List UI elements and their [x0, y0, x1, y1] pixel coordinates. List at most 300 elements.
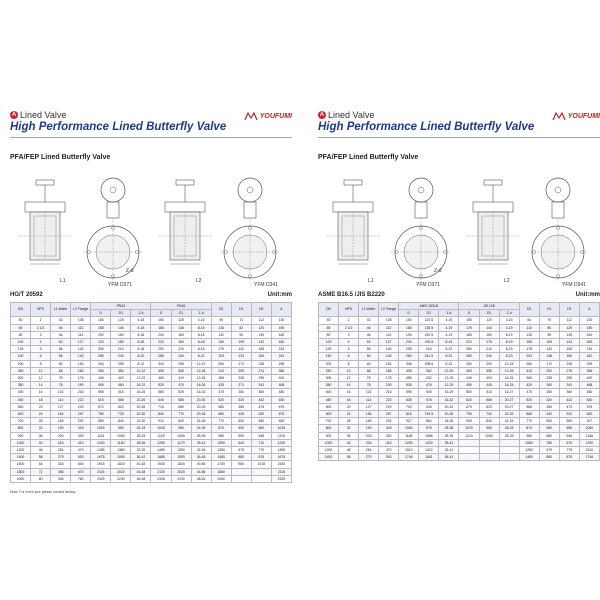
table-cell: 565	[91, 389, 111, 396]
table-cell: 102	[359, 389, 379, 396]
table-cell: 360	[251, 389, 271, 396]
table-cell	[479, 454, 499, 461]
table-cell: 1168	[579, 432, 599, 439]
table-cell: 445	[91, 375, 111, 382]
table-cell: 460	[111, 382, 131, 389]
table-cell: 540	[419, 389, 439, 396]
table-cell: 500	[11, 403, 31, 410]
table-cell: 980	[231, 461, 251, 468]
table-cell: 203	[359, 432, 379, 439]
table-cell: 80	[11, 331, 31, 338]
table-cell: 150	[479, 331, 499, 338]
table-cell: 8-22	[131, 353, 151, 360]
table-cell: 530	[579, 396, 599, 403]
table-cell: 341	[559, 382, 579, 389]
technical-drawing	[10, 170, 292, 288]
table-cell: 318	[71, 425, 91, 432]
table-cell: 28-33	[499, 425, 519, 432]
table-cell: 228	[559, 360, 579, 367]
table-cell: 56	[359, 346, 379, 353]
table-cell: 18	[339, 396, 359, 403]
table-row	[11, 475, 292, 482]
table-cell: 560	[251, 425, 271, 432]
table-cell: 160	[271, 331, 291, 338]
table-cell: 200	[91, 331, 111, 338]
table-cell: 800	[319, 425, 339, 432]
table-cell: 16	[31, 389, 51, 396]
table-cell: 365	[211, 375, 231, 382]
table-cell: 900	[319, 432, 339, 439]
table-cell: 1380	[111, 447, 131, 454]
table-cell: 36	[339, 432, 359, 439]
table-cell: 8-18	[191, 331, 211, 338]
col-zd: Z-d	[499, 310, 519, 317]
table-cell: 8-18	[131, 338, 151, 345]
table-cell: 950	[479, 425, 499, 432]
table-cell: 460	[151, 375, 171, 382]
table-cell: 475	[519, 389, 539, 396]
table-cell: 1160	[111, 439, 131, 446]
table-cell: 241.5	[419, 353, 439, 360]
table-body	[319, 317, 600, 461]
table-cell: 292	[71, 418, 91, 425]
table-cell: 1930	[271, 461, 291, 468]
table-cell: 1290	[579, 439, 599, 446]
table-cell: 20-35	[439, 411, 459, 418]
table-cell: 680	[231, 454, 251, 461]
table-cell: 280	[399, 353, 419, 360]
col-l1: L1 Wafer	[359, 303, 379, 317]
table-cell	[499, 447, 519, 454]
table-cell: 475	[251, 403, 271, 410]
table-cell: 355	[479, 367, 499, 374]
table-cell: 238	[231, 375, 251, 382]
table-cell: 36-48	[191, 454, 211, 461]
table-cell: 395	[91, 367, 111, 374]
table-cell: 32-48	[191, 447, 211, 454]
table-cell: 16	[339, 389, 359, 396]
table-cell: 120	[251, 324, 271, 331]
col-d1: D1	[419, 310, 439, 317]
table-cell: 48-62	[191, 475, 211, 482]
table-cell: 165	[91, 317, 111, 324]
table-cell: 8	[339, 360, 359, 367]
table-cell: 1290	[399, 439, 419, 446]
table-cell: 190	[71, 382, 91, 389]
table-row	[11, 317, 292, 324]
table-cell: 1086	[419, 432, 439, 439]
col-dn: DN	[319, 303, 339, 317]
table-row	[11, 439, 292, 446]
table-cell: 180	[271, 338, 291, 345]
table-cell: 165	[359, 418, 379, 425]
table-cell: 216	[419, 346, 439, 353]
table-cell: 16-22	[131, 382, 151, 389]
table-cell: 1120	[459, 432, 479, 439]
table-cell: 200	[539, 367, 559, 374]
table-cell: 980	[211, 432, 231, 439]
table-cell: 875	[559, 454, 579, 461]
table-cell: 127	[359, 403, 379, 410]
table-row	[319, 439, 600, 446]
table-cell: 40	[339, 439, 359, 446]
table-cell	[459, 447, 479, 454]
table-cell: 5	[339, 346, 359, 353]
table-cell: 64	[31, 461, 51, 468]
table-cell: 28	[339, 418, 359, 425]
table-cell: 260	[211, 360, 231, 367]
table-cell: 2130	[151, 468, 171, 475]
col-zd: Z-d	[131, 310, 151, 317]
table-cell: 400	[271, 375, 291, 382]
table-cell: 10	[339, 367, 359, 374]
table-cell: 112	[251, 317, 271, 324]
table-cell: 20-26	[131, 396, 151, 403]
table-cell: 640	[231, 439, 251, 446]
table-cell: 210	[459, 338, 479, 345]
table-cell: 16-27	[499, 389, 519, 396]
table-cell: 12-29	[439, 382, 459, 389]
table-cell: 350	[111, 367, 131, 374]
table-cell: 310	[519, 367, 539, 374]
table-cell: 222	[71, 396, 91, 403]
table-cell: 670	[559, 439, 579, 446]
table-cell: 442	[251, 396, 271, 403]
divider	[318, 137, 600, 138]
table-cell: 910	[151, 418, 171, 425]
table-cell: 490	[459, 382, 479, 389]
table-cell: 32	[31, 425, 51, 432]
table-heading	[318, 292, 600, 298]
table-cell: 1651	[419, 454, 439, 461]
table-cell: 210	[111, 346, 131, 353]
table-cell: 108	[71, 317, 91, 324]
table-cell: 905	[459, 418, 479, 425]
table-cell	[479, 447, 499, 454]
table-cell: 780	[539, 439, 559, 446]
table-cell: 476	[419, 382, 439, 389]
table-cell: 209	[231, 367, 251, 374]
table-cell: 1200	[11, 447, 31, 454]
table-cell: 4	[31, 338, 51, 345]
table-cell: 432	[419, 375, 439, 382]
table-cell: 12-25	[439, 375, 459, 382]
table-cell: 126	[519, 331, 539, 338]
table-cell: 40	[31, 439, 51, 446]
table-cell: 1050	[111, 432, 131, 439]
table-cell: 139.5	[419, 324, 439, 331]
table-cell: 12	[31, 375, 51, 382]
table-cell: 242	[271, 353, 291, 360]
table-cell: 8-22	[439, 353, 459, 360]
col-nps: NPS	[31, 303, 51, 317]
table-cell: 620	[479, 403, 499, 410]
table-cell: 65	[319, 324, 339, 331]
table-cell: 355	[171, 367, 191, 374]
table-cell: 216	[51, 439, 71, 446]
table-cell: 468	[271, 382, 291, 389]
table-cell: 28-33	[499, 432, 519, 439]
table-cell: 1800	[11, 468, 31, 475]
table-cell: 28-41	[439, 439, 459, 446]
table-cell: 125	[111, 317, 131, 324]
table-cell: 56	[359, 353, 379, 360]
table-cell: 28-39	[191, 432, 211, 439]
table-cell: 40-56	[191, 461, 211, 468]
table-cell: 36-42	[131, 454, 151, 461]
table-cell: 20-27	[499, 403, 519, 410]
standard-label: HG/T 20592	[10, 292, 43, 298]
table-cell: 142	[251, 338, 271, 345]
table-row	[319, 382, 600, 389]
table-cell: 267	[379, 411, 399, 418]
table-cell: 32-39	[131, 447, 151, 454]
table-cell: 108	[379, 317, 399, 324]
table-cell: 20-33	[191, 403, 211, 410]
table-cell: 590	[559, 418, 579, 425]
table-cell	[251, 468, 271, 475]
table-cell: 530	[231, 425, 251, 432]
table-row	[319, 367, 600, 374]
table-cell: 12	[339, 375, 359, 382]
table-cell: 160	[579, 331, 599, 338]
col-a: A	[271, 303, 291, 317]
table-cell: 840	[479, 418, 499, 425]
table-cell: 320	[539, 396, 559, 403]
table-cell: 235	[539, 375, 559, 382]
table-cell: 580	[151, 389, 171, 396]
table-cell: 1280	[519, 447, 539, 454]
table-cell: 73	[231, 317, 251, 324]
table-cell: 222	[379, 396, 399, 403]
table-cell: 6	[31, 353, 51, 360]
table-cell: 32-41	[439, 447, 459, 454]
table-cell: 405	[399, 367, 419, 374]
table-cell: 28-33	[131, 432, 151, 439]
table-row	[11, 338, 292, 345]
table-cell: 330	[379, 432, 399, 439]
table-cell: 590	[231, 432, 251, 439]
col-h1: H1	[539, 303, 559, 317]
table-cell: 1455	[91, 447, 111, 454]
table-cell: 138	[539, 353, 559, 360]
table-row	[11, 461, 292, 468]
table-cell: 240	[171, 353, 191, 360]
table-cell: 210	[171, 346, 191, 353]
table-cell: 1820	[111, 461, 131, 468]
table-cell: 400	[479, 375, 499, 382]
table-cell: 112	[379, 324, 399, 331]
table-cell: 127	[71, 338, 91, 345]
table-cell: 56	[51, 353, 71, 360]
col-group-b: JIS 10K	[459, 303, 519, 310]
table-cell: 840	[151, 411, 171, 418]
table-cell: 8-22	[439, 346, 459, 353]
table-cell: 725	[111, 411, 131, 418]
table-cell: 775	[251, 447, 271, 454]
table-cell: 180	[579, 338, 599, 345]
col-d1: D1	[111, 310, 131, 317]
company-logo	[552, 112, 600, 121]
table-cell: 290	[479, 360, 499, 367]
table-cell: 6	[339, 353, 359, 360]
table-cell: 5	[31, 346, 51, 353]
table-cell: 20-32	[439, 403, 459, 410]
table-cell: 560	[251, 418, 271, 425]
table-cell: 240	[111, 353, 131, 360]
table-cell: 1390	[171, 447, 191, 454]
table-cell: 1480	[211, 454, 231, 461]
page-title: High Performance Lined Butterfly Valve	[10, 121, 227, 133]
table-cell: 350	[11, 382, 31, 389]
table-cell: 1230	[91, 439, 111, 446]
table-cell: 1125	[151, 432, 171, 439]
table-cell: 505	[91, 382, 111, 389]
brand-label: Lined Valve	[328, 110, 375, 120]
table-cell: 154	[51, 411, 71, 418]
table-cell: 250	[11, 367, 31, 374]
table-cell: 200	[11, 360, 31, 367]
table-cell: 1600	[11, 461, 31, 468]
table-cell: 1746	[399, 454, 419, 461]
table-cell: 1050	[171, 432, 191, 439]
table-cell: 48-48	[131, 475, 151, 482]
lined-valve-badge-icon: A	[319, 112, 325, 118]
table-cell: 44-48	[131, 468, 151, 475]
table-cell: 8-18	[191, 324, 211, 331]
table-cell: 450	[11, 396, 31, 403]
table-row	[319, 331, 600, 338]
table-cell: 260	[539, 382, 559, 389]
table-cell: 425	[231, 411, 251, 418]
table-cell: 880	[539, 454, 559, 461]
table-cell: 165	[559, 346, 579, 353]
table-cell: 8-19	[439, 338, 459, 345]
caption-d371: YFM D371	[416, 282, 440, 288]
table-cell: 770	[519, 418, 539, 425]
table-cell: 150	[271, 324, 291, 331]
table-cell: 870	[519, 425, 539, 432]
technical-drawing	[318, 170, 600, 288]
table-cell: 185	[151, 324, 171, 331]
table-cell: 175	[479, 338, 499, 345]
table-cell: 525	[171, 389, 191, 396]
table-cell: 152	[379, 360, 399, 367]
table-cell: 1590	[171, 454, 191, 461]
table-cell: 1685	[151, 454, 171, 461]
table-cell: 670	[91, 403, 111, 410]
col-zd: Z-d	[439, 310, 459, 317]
table-cell: 32	[339, 425, 359, 432]
table-row	[11, 353, 292, 360]
table-cell: 875	[251, 454, 271, 461]
table-cell: 142	[559, 338, 579, 345]
table-cell: 310	[211, 367, 231, 374]
table-cell: 510	[479, 389, 499, 396]
table-cell: 1200	[319, 447, 339, 454]
table-cell: 578	[419, 396, 439, 403]
table-cell: 2325	[91, 475, 111, 482]
table-row	[319, 418, 600, 425]
col-h2: H2	[559, 303, 579, 317]
table-cell: 8-23	[499, 346, 519, 353]
table-row	[11, 418, 292, 425]
col-group-a: ANSI 150LB	[399, 303, 459, 310]
brand-line	[318, 110, 374, 120]
table-cell: 840	[171, 418, 191, 425]
table-cell: 280	[459, 353, 479, 360]
table-cell: 360	[559, 389, 579, 396]
table-cell: 615	[91, 396, 111, 403]
table-cell: 65	[11, 324, 31, 331]
table-cell: 130	[251, 331, 271, 338]
table-row	[319, 360, 600, 367]
caption-d341: YFM D341	[254, 282, 278, 288]
table-row	[11, 396, 292, 403]
table-cell: 215	[579, 346, 599, 353]
table-cell: 295	[271, 360, 291, 367]
table-cell: 1400	[11, 454, 31, 461]
table-cell: 52	[51, 338, 71, 345]
table-cell: 20-30	[191, 396, 211, 403]
table-cell: 80	[319, 331, 339, 338]
table-cell	[479, 439, 499, 446]
table-cell: 50	[11, 317, 31, 324]
table-cell: 520	[211, 396, 231, 403]
table-cell: 340	[151, 360, 171, 367]
table-cell: 130	[271, 317, 291, 324]
table-cell: 165	[251, 346, 271, 353]
table-cell: 795	[459, 411, 479, 418]
table-cell: 24-39	[191, 425, 211, 432]
table-cell: 670	[71, 468, 91, 475]
table-cell: 1015	[251, 461, 271, 468]
table-cell: 100	[11, 338, 31, 345]
table-cell: 480	[271, 389, 291, 396]
table-cell: 114	[71, 331, 91, 338]
caption-d341: YFM D341	[562, 282, 586, 288]
table-cell: 46	[359, 331, 379, 338]
table-cell: 2080	[211, 475, 231, 482]
table-cell: 16-25	[499, 375, 519, 382]
table-cell: 978	[419, 425, 439, 432]
table-cell: 2	[339, 317, 359, 324]
table-cell: 4-19	[499, 317, 519, 324]
table-row	[11, 382, 292, 389]
standard-label: ASME B16.5 /JIS B2220	[318, 292, 385, 298]
table-cell: 400	[459, 367, 479, 374]
drawing-label-zd: Z-d	[126, 268, 134, 274]
table-cell: 43	[359, 317, 379, 324]
table-cell: 980	[519, 432, 539, 439]
table-cell: 254	[359, 447, 379, 454]
table-cell: 1400	[319, 454, 339, 461]
table-cell: 165	[51, 418, 71, 425]
table-cell: 285	[151, 353, 171, 360]
col-d: D	[459, 310, 479, 317]
col-d: D	[91, 310, 111, 317]
table-cell: 118	[211, 324, 231, 331]
table-cell: 600	[11, 411, 31, 418]
table-cell: 630	[271, 396, 291, 403]
table-cell: 1820	[171, 461, 191, 468]
col-group-a: PN10	[91, 303, 151, 310]
table-cell: 425	[519, 382, 539, 389]
table-cell: 12-25	[499, 367, 519, 374]
table-cell: 700	[319, 418, 339, 425]
col-a: A	[579, 303, 599, 317]
table-cell: 715	[151, 403, 171, 410]
